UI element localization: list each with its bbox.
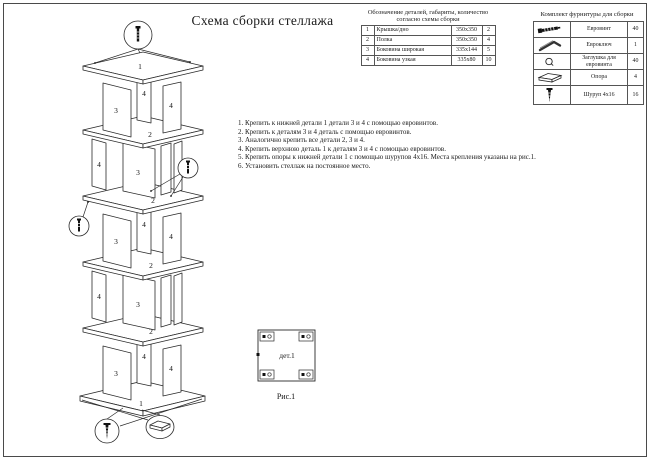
label-wide-side: 3	[136, 300, 140, 309]
hardware-name: Евроключ	[571, 38, 628, 54]
label-narrow-side: 4	[97, 160, 101, 169]
hardware-qty: 40	[628, 54, 644, 70]
table-row	[361, 56, 495, 66]
label-top-panel: 1	[138, 62, 142, 71]
label-wide-side: 3	[114, 106, 118, 115]
label-shelf: 2	[149, 327, 153, 336]
hardware-table-title: Комплект фурнитуры для сборки	[540, 11, 634, 18]
figure-caption: Рис.1	[276, 392, 296, 401]
hardware-name: Опора	[571, 70, 628, 86]
shelf-assembly-drawing	[50, 6, 230, 456]
table-row	[361, 46, 495, 56]
instruction-step: 6. Установить стеллаж на постоянное место.	[238, 161, 371, 170]
top-panel	[83, 52, 203, 84]
page-title: Схема сборки стеллажа	[191, 13, 334, 28]
label-narrow-side: 4	[97, 292, 101, 301]
part-qty: 2	[482, 26, 495, 36]
instruction-step: 1. Крепить к нижней детали 1 детали 3 и 4 с помощью евровинтов.	[238, 119, 438, 127]
label-narrow-side: 4	[169, 101, 173, 110]
label-shelf: 2	[151, 196, 155, 205]
parts-table-header-line2: согласно схемы сборки	[396, 16, 460, 23]
label-narrow-side: 4	[142, 89, 146, 98]
parts-table-block	[352, 9, 504, 66]
part-num: 3	[361, 46, 374, 56]
part-size: 350x350	[451, 36, 482, 46]
hardware-qty: 4	[628, 70, 644, 86]
part-size: 350x350	[451, 26, 482, 36]
part-name: Крышка/дно	[374, 26, 451, 36]
label-narrow-side: 4	[169, 232, 173, 241]
label-narrow-side: 4	[142, 352, 146, 361]
table-row	[534, 22, 644, 38]
euroscrew-callout-left	[69, 201, 89, 236]
hardware-table	[533, 21, 644, 105]
support-mount-pad	[299, 370, 313, 379]
part-size: 335x80	[451, 56, 482, 66]
part-num: 2	[361, 36, 374, 46]
table-row	[534, 86, 644, 105]
part-num: 1	[361, 26, 374, 36]
table-row	[534, 54, 644, 70]
parts-table	[361, 25, 496, 66]
support-mount-pad	[299, 332, 313, 341]
label-wide-side: 3	[136, 168, 140, 177]
label-wide-side: 3	[114, 237, 118, 246]
woodscrew-icon	[534, 86, 571, 105]
part-qty: 10	[482, 56, 495, 66]
hardware-name: Заглушка для евровинта	[571, 54, 628, 70]
table-row	[534, 70, 644, 86]
label-narrow-side: 4	[169, 364, 173, 373]
instruction-step: 3. Аналогично крепить все детали 2, 3 и 4.	[238, 136, 365, 145]
hardware-name: Шуруп 4x16	[571, 86, 628, 105]
label-bottom-panel: 1	[139, 399, 143, 408]
hexkey-icon	[534, 38, 571, 54]
instruction-step: 4. Крепить верхнюю деталь 1 к деталям 3 и 4 с помощью евровинтов.	[238, 144, 446, 153]
table-row	[534, 38, 644, 54]
hardware-qty: 1	[628, 38, 644, 54]
support-mount-pad	[260, 332, 274, 341]
instruction-step: 5. Крепить опоры к нижней детали 1 с помощью шурупов 4x16. Места крепления указаны на рис.1.	[238, 153, 536, 162]
assembly-instructions	[238, 119, 642, 171]
part-qty: 4	[482, 36, 495, 46]
instruction-step: 2. Крепить к деталям 3 и 4 деталь с помощью евровинтов.	[238, 127, 412, 136]
hardware-qty: 16	[628, 86, 644, 105]
hardware-name: Евровинт	[571, 22, 628, 38]
figure-det1	[254, 327, 320, 405]
part-name: Боковина широкая	[374, 46, 451, 56]
table-row	[361, 36, 495, 46]
label-narrow-side: 4	[142, 220, 146, 229]
hardware-table-block	[527, 11, 647, 105]
parts-table-header-line1: Обозначение деталей, габариты, количество	[367, 9, 489, 16]
support-mount-pad	[260, 370, 274, 379]
label-wide-side: 3	[114, 369, 118, 378]
figure-part-label: дет.1	[279, 351, 295, 360]
table-row	[361, 26, 495, 36]
label-shelf: 2	[149, 261, 153, 270]
part-qty: 5	[482, 46, 495, 56]
hardware-qty: 40	[628, 22, 644, 38]
part-size: 335x144	[451, 46, 482, 56]
edge-mark	[257, 353, 260, 356]
part-num: 4	[361, 56, 374, 66]
part-name: Полка	[374, 36, 451, 46]
part-name: Боковина узкая	[374, 56, 451, 66]
plug-icon	[534, 54, 571, 70]
support-icon	[534, 70, 571, 86]
euroscrew-icon	[534, 22, 571, 38]
label-shelf: 2	[148, 130, 152, 139]
